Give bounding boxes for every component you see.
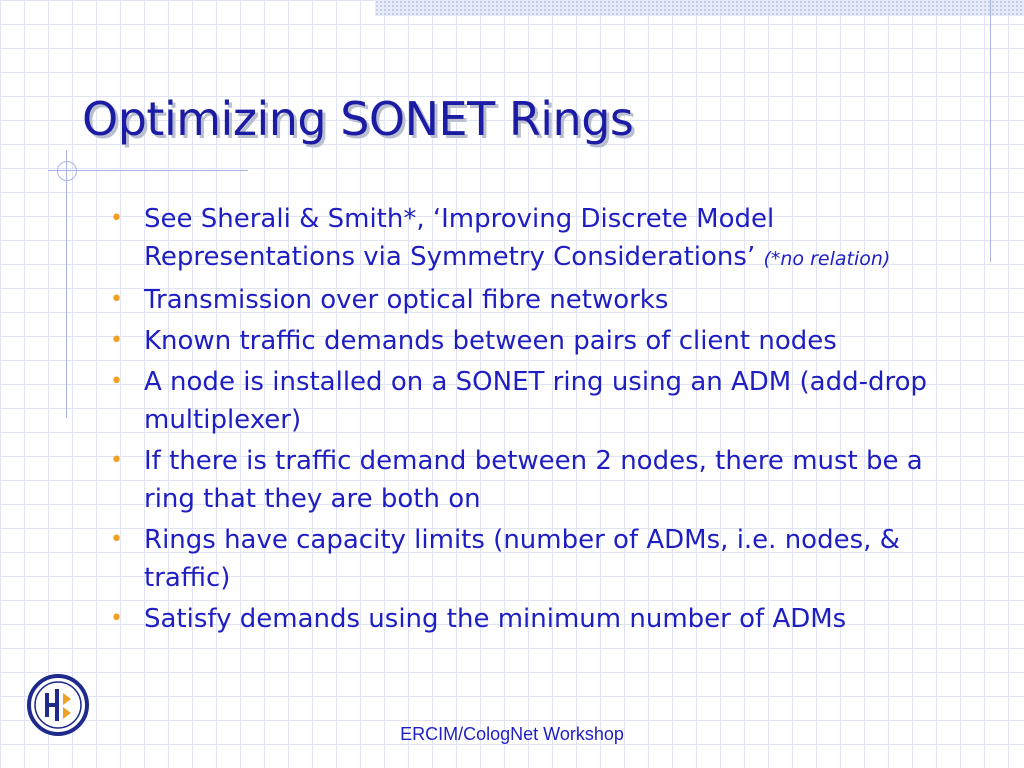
bullet-icon: • — [110, 328, 123, 353]
bullet-text: Known traffic demands between pairs of client nodes — [144, 326, 837, 356]
bullet-note: (*no relation) — [763, 248, 891, 270]
bullet-item — [110, 600, 970, 638]
left-vertical-rule — [66, 150, 67, 418]
bullet-item — [110, 363, 970, 439]
crosshair-circle-decoration — [57, 161, 77, 181]
bullet-text: Transmission over optical fibre networks — [144, 285, 669, 315]
bullet-item — [110, 281, 970, 319]
bullet-text: See Sherali & Smith*, ‘Improving Discrete Model Representations via Symmetry Considerations’ — [144, 204, 775, 272]
bullet-item — [110, 200, 970, 278]
bullet-item — [110, 521, 970, 597]
slide-title: Optimizing SONET Rings — [82, 92, 634, 146]
top-right-dotted-band — [375, 0, 1024, 16]
bullet-text: A node is installed on a SONET ring using an ADM (add-drop multiplexer) — [144, 367, 927, 435]
bullet-icon: • — [110, 527, 123, 552]
bullet-icon: • — [110, 606, 123, 631]
bullet-text: Satisfy demands using the minimum number of ADMs — [144, 604, 847, 634]
right-vertical-rule — [990, 0, 991, 262]
bullet-text: Rings have capacity limits (number of ADMs, i.e. nodes, & traffic) — [144, 525, 900, 593]
bullet-text: If there is traffic demand between 2 nodes, there must be a ring that they are both on — [144, 446, 923, 514]
bullet-item — [110, 322, 970, 360]
bullet-list — [110, 200, 970, 641]
bullet-icon: • — [110, 206, 123, 231]
bullet-item — [110, 442, 970, 518]
slide-footer: ERCIM/CologNet Workshop — [400, 724, 624, 744]
bullet-icon: • — [110, 287, 123, 312]
bullet-icon: • — [110, 369, 123, 394]
bullet-icon: • — [110, 448, 123, 473]
title-underline-rule — [48, 170, 248, 171]
